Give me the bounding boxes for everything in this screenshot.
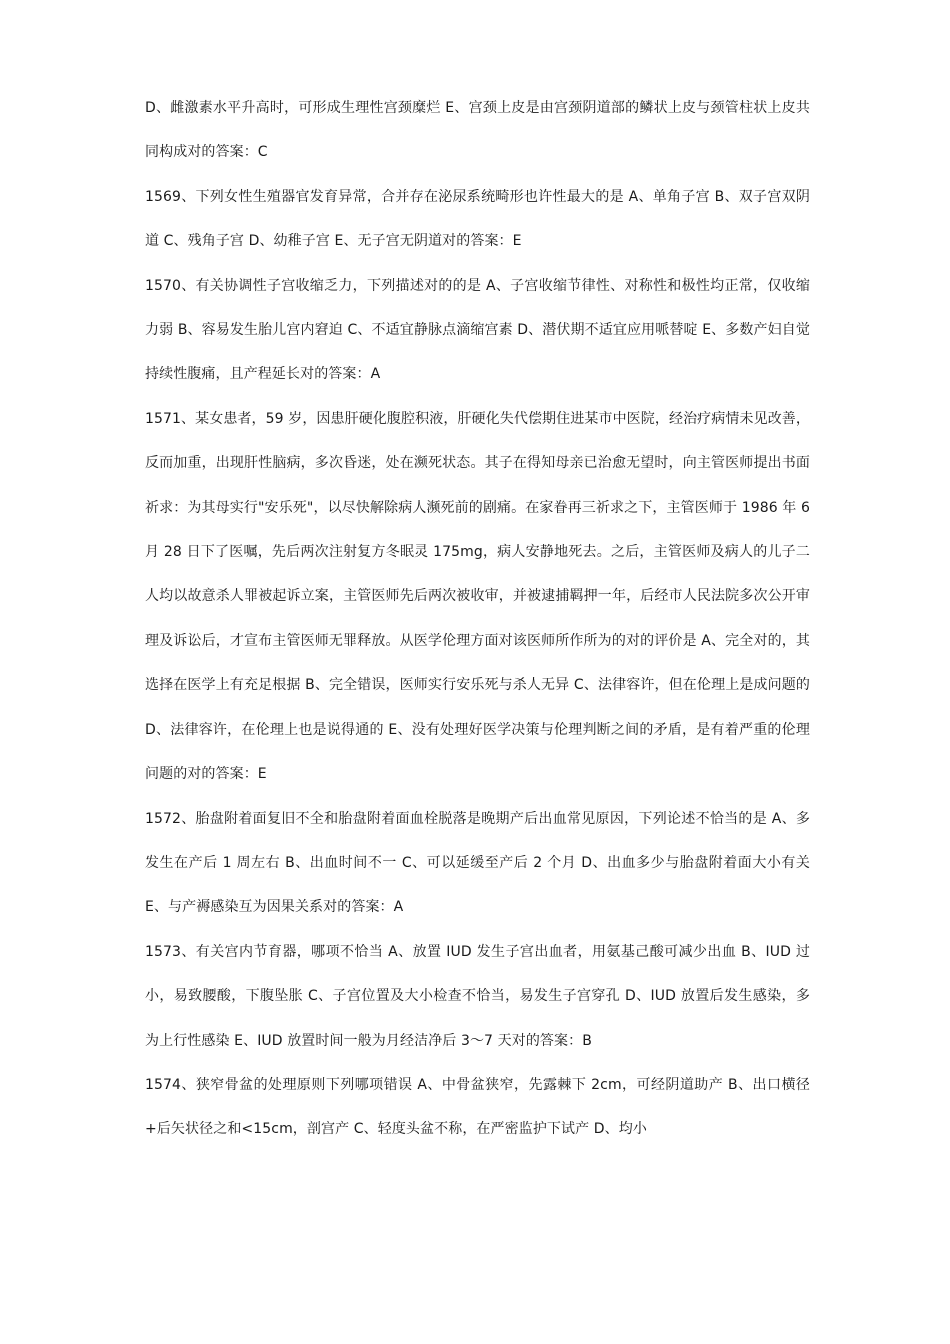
question-1571: 1571、某女患者，59 岁，因患肝硬化腹腔积液，肝硬化失代偿期住进某市中医院，经治疗病情未见改善，反而加重，出现肝性脑病，多次昏迷，处在濒死状态。其子在得知母亲已治愈无望时，向主管医师提出书面祈求：为其母实行"安乐死"，以尽快解除病人濒死前的剧痛。在家眷再三祈求之下，主管医师于 1986 年 6 月 28 日下了医嘱，先后两次注射复方冬眠灵 175mg，病人安静地死去。之后，主管医师及病人的儿子二人均以故意杀人罪被起诉立案，主管医师先后两次被收审，并被逮捕羁押一年，后经市人民法院多次公开审理及诉讼后，才宣布主管医师无罪释放。从医学伦理方面对该医师所作所为的对的评价是 A、完全对的，其选择在医学上有充足根据 B、完全错误，医师实行安乐死与杀人无异 C、法律容许，但在伦理上是成问题的 D、法律容许，在伦理上也是说得通的 E、没有处理好医学决策与伦理判断之间的矛盾，是有着严重的伦理问题的对的答案：E (145, 410, 810, 783)
question-1570: 1570、有关协调性子宫收缩乏力，下列描述对的的是 A、子宫收缩节律性、对称性和极性均正常，仅收缩力弱 B、容易发生胎儿宫内窘迫 C、不适宜静脉点滴缩宫素 D、潜伏期不适宜应用哌替啶 E、多数产妇自觉持续性腹痛，且产程延长对的答案：A (145, 277, 810, 383)
question-1573: 1573、有关宫内节育器，哪项不恰当 A、放置 IUD 发生子宫出血者，用氨基己酸可减少出血 B、IUD 过小，易致腰酸，下腹坠胀 C、子宫位置及大小检查不恰当，易发生子宫穿孔 D、IUD 放置后发生感染，多为上行性感染 E、IUD 放置时间一般为月经洁净后 3～7 天对的答案：B (145, 943, 810, 1049)
question-1569: 1569、下列女性生殖器官发育异常，合并存在泌尿系统畸形也许性最大的是 A、单角子宫 B、双子宫双阴道 C、残角子宫 D、幼稚子宫 E、无子宫无阴道对的答案：E (145, 188, 810, 250)
paragraph-continuation: D、雌激素水平升高时，可形成生理性宫颈糜烂 E、宫颈上皮是由宫颈阴道部的鳞状上皮与颈管柱状上皮共同构成对的答案：C (145, 100, 810, 161)
question-1574: 1574、狭窄骨盆的处理原则下列哪项错误 A、中骨盆狭窄，先露棘下 2cm，可经阴道助产 B、出口横径+后矢状径之和<15cm，剖宫产 C、轻度头盆不称，在严密监护下试产 D、均小 (145, 1076, 810, 1138)
question-1572: 1572、胎盘附着面复旧不全和胎盘附着面血栓脱落是晚期产后出血常见原因，下列论述不恰当的是 A、多发生在产后 1 周左右 B、出血时间不一 C、可以延缓至产后 2 个月 D、出血多少与胎盘附着面大小有关 E、与产褥感染互为因果关系对的答案：A (145, 810, 810, 916)
document-body (145, 86, 810, 1152)
